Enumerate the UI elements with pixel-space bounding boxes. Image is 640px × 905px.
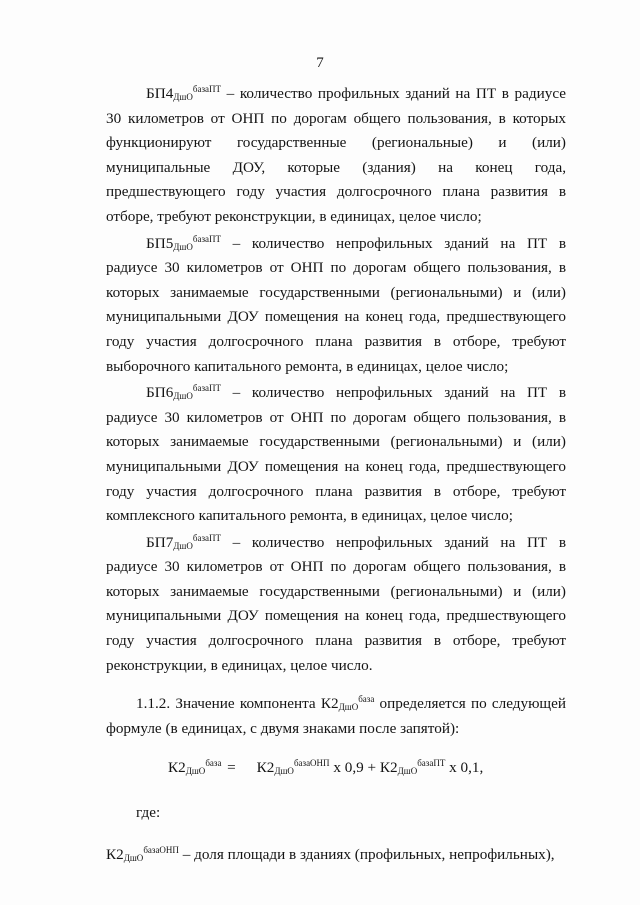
section-1-1-2: 1.1.2. Значение компонента $К2_{ДшО}^{база}$ определяется по следующей формуле (в единицах, с двумя знаками после запятой):: [106, 694, 566, 737]
symbol-bp7: БП7: [146, 533, 174, 551]
formula: $К2_{ДшО}^{база}$ = $К2_{ДшО}^{базаОНП}$ х $0,9 + К2_{ДшО}^{базаПТ}$ х 0,1,: [168, 756, 566, 781]
symbol-bp6: БП6: [146, 384, 174, 402]
page-number: 7: [316, 55, 324, 71]
definition-text: – количество непрофильных зданий на ПТ в радиусе 30 километров от ОНП по дорогам общего пользования, в которых занимаемые государственными (региональными) и (или) муниципальными ДОУ помещения на конец года, предшествующего году участия долгосрочного плана развития в отборе, требуют реконструкции, в единицах, целое число.: [106, 533, 566, 674]
definition-text: – количество профильных зданий на ПТ в радиусе 30 километров от ОНП по дорогам общего пользования, в которых функционируют государственные (региональные) и (или) муниципальные ДОУ, которые (здания) на конец года, предшествующего году участия долгосрочного плана развития в отборе, требуют реконструкции, в единицах, целое число;: [106, 85, 566, 225]
symbol-bp4: БП4: [146, 85, 174, 102]
where-label: где:: [136, 804, 161, 822]
definition-bp7: $БП7_{ДшО}^{базаПТ}$ – количество непрофильных зданий на ПТ в радиусе 30 километров от ОНП по дорогам общего пользования, в которых занимаемые государственными (региональными) и (или) муниципальными ДОУ помещения на конец года, предшествующего году участия долгосрочного плана развития в отборе, требуют реконструкции, в единицах, целое число.: [106, 532, 566, 674]
definition-bp4: $БП4_{ДшО}^{базаПТ}$ – количество профильных зданий на ПТ в радиусе 30 километров от ОНП по дорогам общего пользования, в которых функционируют государственные (региональные) и (или) муниципальные ДОУ, которые (здания) на конец года, предшествующего году участия долгосрочного плана развития в отборе, требуют реконструкции, в единицах, целое число;: [106, 84, 566, 225]
symbol-bp5: БП5: [146, 234, 174, 252]
definition-k2-onp: $К2_{ДшО}^{базаОНП}$ – доля площади в зданиях (профильных, непрофильных),: [106, 844, 555, 863]
definition-bp6: $БП6_{ДшО}^{базаПТ}$ – количество непрофильных зданий на ПТ в радиусе 30 километров от ОНП по дорогам общего пользования, в которых занимаемые государственными (региональными) и (или) муниципальными ДОУ помещения на конец года, предшествующего году участия долгосрочного плана развития в отборе, требуют комплексного капитального ремонта, в единицах, целое число;: [106, 383, 566, 525]
document-body: [106, 82, 566, 867]
definition-bp5: $БП5_{ДшО}^{базаПТ}$ – количество непрофильных зданий на ПТ в радиусе 30 километров от ОНП по дорогам общего пользования, в которых занимаемые государственными (региональными) и (или) муниципальными ДОУ помещения на конец года, предшествующего году участия долгосрочного плана развития в отборе, требуют выборочного капитального ремонта, в единицах, целое число;: [106, 233, 566, 375]
equals-sign: =: [227, 759, 236, 777]
definition-text: – количество непрофильных зданий на ПТ в радиусе 30 километров от ОНП по дорогам общего пользования, в которых занимаемые государственными (региональными) и (или) муниципальными ДОУ помещения на конец года, предшествующего году участия долгосрочного плана развития в отборе, требуют выборочного капитального ремонта, в единицах, целое число;: [106, 234, 566, 375]
definition-text: – количество непрофильных зданий на ПТ в радиусе 30 километров от ОНП по дорогам общего пользования, в которых занимаемые государственными (региональными) и (или) муниципальными ДОУ помещения на конец года, предшествующего году участия долгосрочного плана развития в отборе, требуют комплексного капитального ремонта, в единицах, целое число;: [106, 384, 566, 525]
